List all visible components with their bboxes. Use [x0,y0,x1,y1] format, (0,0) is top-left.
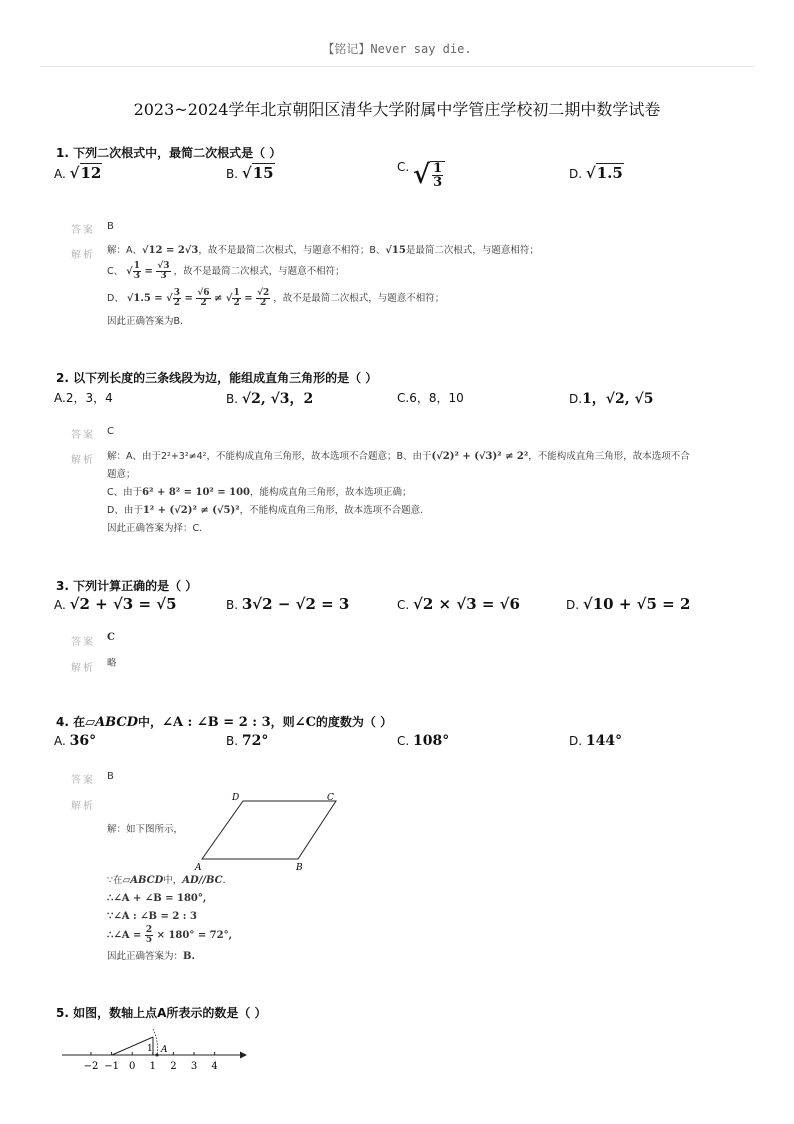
option-c[interactable]: C.6，8，10 [397,391,464,405]
solution-line-5: 因此正确答案为：B. [107,951,195,962]
number-line-figure [56,1024,256,1076]
solution-line-1: 解：A、由于2²+3²≠4²，不能构成直角三角形，故本选项不合题意；B、由于(√2)² + (√3)² ≠ 2²，不能构成直角三角形，故本选项不合 [107,451,690,462]
option-c[interactable]: C. √2 × √3 = √6 [397,595,520,613]
fraction-denominator: 3 [433,175,443,190]
analysis-label: 解析 [71,801,95,812]
option-radicand: 12 [80,164,102,182]
parallelogram-figure [190,790,350,876]
solution-line-2: ∴∠A + ∠B = 180°, [107,893,207,904]
option-d[interactable]: D.1，√2, √5 [569,391,654,407]
answer-label: 答案 [71,225,95,236]
solution-line-3: D、 √1.5 = √ $\frac{3}{2}$ = $\frac{√6}{2}$ ≠ √ $\frac{1}{2}$ = $\frac{√2}{2}$ ，故不是最简二次根式，与题意不相符； [107,288,445,308]
vertex-label-c: C [327,793,334,803]
analysis-label: 解析 [71,250,95,261]
solution-line-3: ∵∠A : ∠B = 2 : 3 [107,911,197,922]
option-c[interactable]: C. √ $\frac{1}{3}$ [397,160,445,190]
answer-value: B [107,771,114,782]
tick-label: 0 [129,1061,136,1072]
tick-label: 3 [190,1061,198,1072]
option-a[interactable]: A. √2 + √3 = √5 [54,595,177,613]
option-b[interactable]: B. √2, √3，2 [226,391,314,407]
fraction-denominator: 5 [145,935,153,945]
option-d[interactable]: D. 144° [569,733,623,749]
option-radicand: 15 [252,164,274,182]
question-stem: 3. 下列计算正确的是（ ） [56,579,198,593]
option-d[interactable]: D. √1.5 [569,164,623,182]
fraction-numerator: 2 [145,925,153,935]
option-letter: B. [226,167,239,181]
tick-label: 1 [149,1061,156,1072]
point-a [156,1054,159,1057]
question-stem: 5. 如图，数轴上点A所表示的数是（ ） [56,1006,267,1020]
answer-value: B [107,221,114,232]
axis-arrow-icon [240,1052,247,1059]
solution-line-2: C、 √ $\frac{1}{3}$ = $\frac{√3}{3}$ ，故不是最简二次根式，与题意不相符； [107,261,345,281]
question-stem: 2. 以下列长度的三条线段为边，能组成直角三角形的是（ ） [56,371,378,385]
option-letter: A. [54,167,66,181]
solution-line-1: ∵在▱ABCD中，AD//BC. [107,875,226,886]
question-stem: 1. 下列二次根式中，最简二次根式是（ ） [56,146,282,160]
compass-arc [153,1029,158,1055]
solution-line-4: 因此正确答案为B. [107,316,184,327]
header-divider [40,66,754,67]
answer-label: 答案 [71,775,95,786]
option-a[interactable]: A. 36° [54,733,97,749]
answer-label: 答案 [71,430,95,441]
vertex-label-a: A [195,863,202,873]
analysis-label: 解析 [71,455,95,466]
header-motto: 【铭记】Never say die. [322,42,472,56]
point-a-label: A [161,1045,168,1055]
option-c[interactable]: C. 108° [397,733,450,749]
page-title: 2023~2024学年北京朝阳区清华大学附属中学管庄学校初二期中数学试卷 [133,100,661,119]
option-a[interactable]: A. √12 [54,164,102,182]
solution-line-5: 因此正确答案为择：C. [107,523,203,534]
option-letter: C. [397,160,410,174]
answer-value: C [107,426,114,437]
solution-line-2: 题意； [107,469,136,480]
solution-line-4: ∴∠A = $\frac{2}{5}$ × 180° = 72°, [107,925,233,945]
option-b[interactable]: B. 72° [226,733,269,749]
solution-line-1: 解：A、√12 = 2√3，故不是最简二次根式，与题意不相符；B、√15是最简二次根式，与题意相符； [107,245,539,256]
unit-height-label: 1 [147,1044,153,1054]
fraction-numerator: 1 [433,161,443,176]
tick-label: −1 [104,1061,119,1072]
tick-label: −2 [83,1061,99,1072]
tick-label: 4 [211,1061,218,1072]
option-a[interactable]: A.2，3，4 [54,391,113,405]
vertex-label-b: B [296,863,303,873]
option-letter: D. [569,167,583,181]
question-stem: 4. 在▱ABCD中，∠A : ∠B = 2 : 3，则∠C的度数为（ ） [56,715,393,730]
solution-intro: 解：如下图所示， [107,824,184,835]
vertex-label-d: D [232,793,240,803]
tick-label: 2 [170,1061,177,1072]
option-b[interactable]: B. 3√2 − √2 = 3 [226,595,350,613]
option-b[interactable]: B. √15 [226,164,274,182]
solution-line-1: 略 [107,658,117,669]
option-radicand: 1.5 [596,164,623,182]
solution-line-4: D、由于1² + (√2)² ≠ (√5)²，不能构成直角三角形，故本选项不合题意. [107,505,424,516]
option-d[interactable]: D. √10 + √5 = 2 [566,595,691,613]
answer-label: 答案 [71,637,95,648]
answer-value: C [107,632,115,643]
parallelogram-shape [202,801,336,859]
analysis-label: 解析 [71,663,95,674]
solution-line-3: C、由于6² + 8² = 10² = 100，能构成直角三角形，故本选项正确； [107,487,412,498]
